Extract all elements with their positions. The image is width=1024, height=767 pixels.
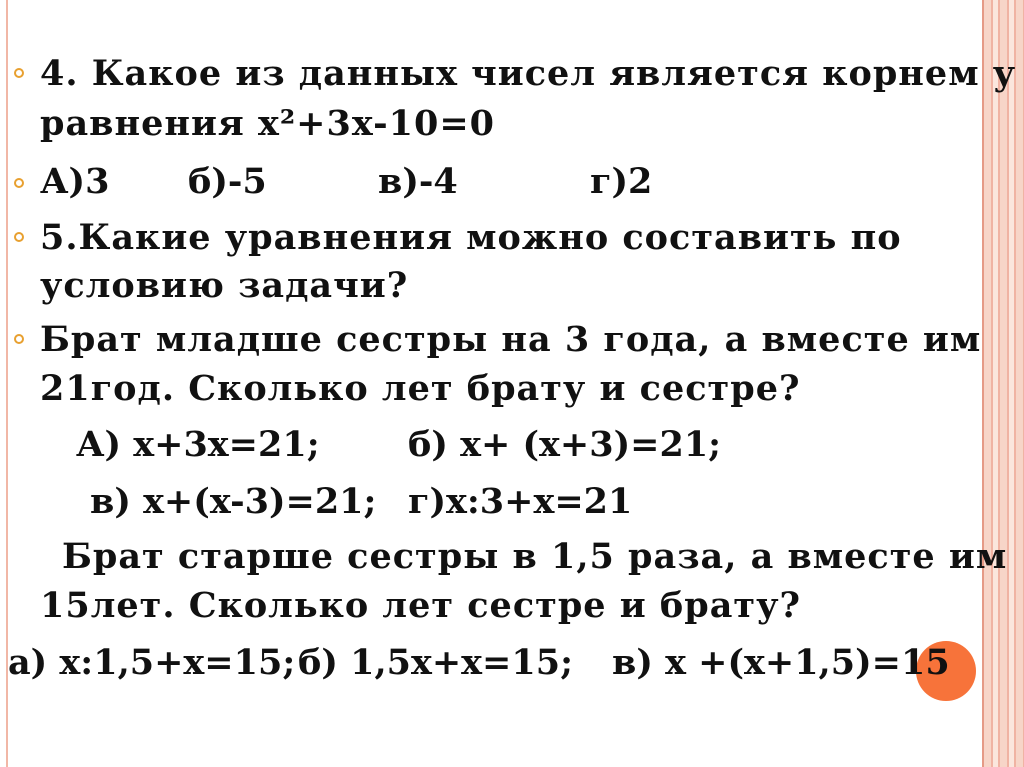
decorative-stripes [984, 0, 1024, 767]
problem1-line-2: 21год. Сколько лет брату и сестре? [40, 368, 801, 409]
problem1-option-g: г)x:3+x=21 [408, 481, 633, 522]
problem1-option-b: б) x+ (x+3)=21; [408, 424, 722, 465]
problem1-option-v: в) x+(x-3)=21; [90, 481, 377, 522]
bullet-icon [14, 334, 24, 344]
q5-line-2: условию задачи? [40, 265, 409, 306]
bullet-icon [14, 232, 24, 242]
bullet-icon [14, 68, 24, 78]
problem2-option-b: б) 1,5x+x=15; [298, 642, 573, 683]
q5-line-1: 5.Какие уравнения можно составить по [40, 217, 902, 258]
q4-option-a: А)3 [40, 161, 110, 202]
problem1-option-a: А) x+3x=21; [76, 424, 320, 465]
q4-line-1: 4. Какое из данных чисел является корнем у [40, 53, 1017, 94]
problem2-option-a: а) x:1,5+x=15; [8, 642, 296, 683]
q4-option-g: г)2 [590, 161, 653, 202]
problem2-line-1: Брат старше сестры в 1,5 раза, а вместе им [62, 536, 1008, 577]
problem1-line-1: Брат младше сестры на 3 года, а вместе им [40, 319, 982, 360]
q4-line-2: равнения x²+3x-10=0 [40, 103, 496, 144]
q4-option-v: в)-4 [378, 161, 458, 202]
bullet-icon [14, 178, 24, 188]
q4-option-b: б)-5 [188, 161, 267, 202]
problem2-option-v: в) x +(x+1,5)=15 [612, 642, 950, 683]
problem2-line-2: 15лет. Сколько лет сестре и брату? [40, 585, 801, 626]
